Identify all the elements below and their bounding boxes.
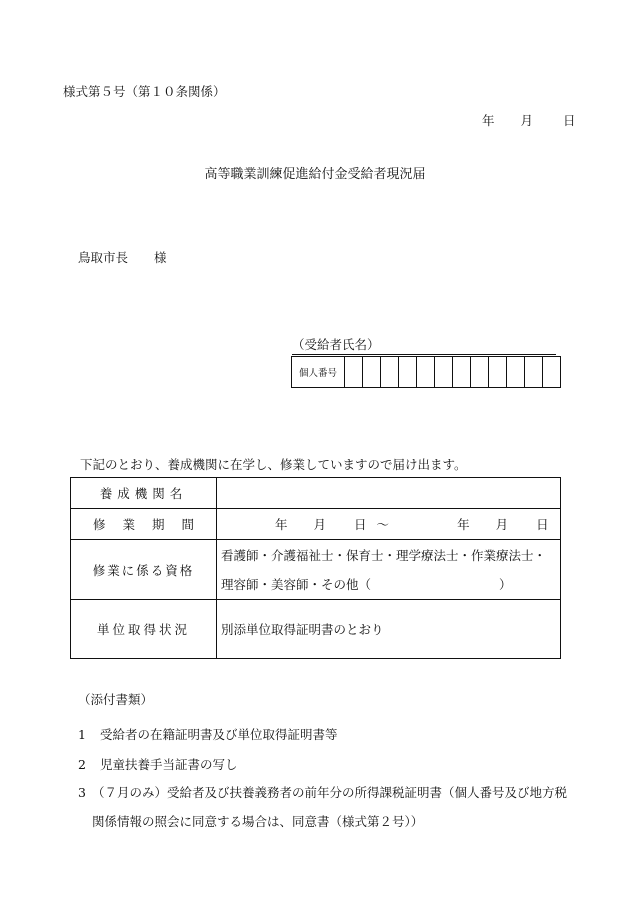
mynumber-box[interactable] (543, 357, 561, 388)
mynumber-box[interactable] (507, 357, 525, 388)
intro-text: 下記のとおり、養成機関に在学し、修業していますので届け出ます。 (80, 457, 467, 472)
period-end-day: 日 (536, 517, 549, 532)
mynumber-box[interactable] (417, 357, 435, 388)
mynumber-box[interactable] (489, 357, 507, 388)
mynumber-box[interactable] (363, 357, 381, 388)
form-number: 様式第５号（第１０条関係） (63, 84, 226, 99)
attachment-number: 3 (78, 785, 86, 800)
attachment-item (78, 755, 238, 773)
period-end-month: 月 (495, 517, 509, 532)
attachment-item (78, 725, 338, 743)
credits-label: 単位取得状況 (71, 600, 217, 659)
qualification-label: 修業に係る資格 (71, 540, 217, 600)
institution-value[interactable] (217, 478, 561, 509)
attachment-text: （７月のみ）受給者及び扶養義務者の前年分の所得課税証明書（個人番号及び地方税 (92, 785, 568, 800)
attachment-number: 2 (78, 757, 86, 772)
mynumber-box[interactable] (345, 357, 363, 388)
mynumber-box[interactable] (471, 357, 489, 388)
table-row (71, 600, 561, 659)
addressee-honorific: 様 (154, 250, 167, 265)
period-end-year: 年 (457, 517, 470, 532)
qualification-line2-b: ） (499, 576, 512, 592)
date-day-label: 日 (563, 113, 576, 128)
table-row (71, 540, 561, 600)
document-title: 高等職業訓練促進給付金受給者現況届 (204, 167, 426, 182)
mynumber-box[interactable] (381, 357, 399, 388)
recipient-name-label: （受給者氏名） (292, 337, 380, 352)
period-value[interactable] (217, 509, 561, 540)
period-start-day: 日 (354, 517, 367, 532)
recipient-name-field[interactable] (292, 335, 556, 355)
mynumber-grid (291, 356, 561, 388)
table-row (71, 509, 561, 540)
period-start-year: 年 (275, 517, 288, 532)
mynumber-box[interactable] (525, 357, 543, 388)
mynumber-box[interactable] (399, 357, 417, 388)
qualification-line2-a: 理容師・美容師・その他（ (221, 576, 372, 592)
period-separator: ～ (376, 517, 390, 532)
credits-value[interactable]: 別添単位取得証明書のとおり (217, 600, 561, 659)
mynumber-box[interactable] (453, 357, 471, 388)
attachment-item (78, 783, 567, 801)
period-start-month: 月 (313, 517, 327, 532)
date-line (482, 111, 576, 129)
attachment-text: 受給者の在籍証明書及び単位取得証明書等 (100, 727, 338, 742)
attachments-heading: （添付書類） (78, 692, 154, 707)
attachment-text: 児童扶養手当証書の写し (100, 757, 238, 772)
attachment-number: 1 (78, 727, 86, 742)
addressee (78, 248, 167, 266)
table-row (71, 478, 561, 509)
mynumber-label: 個人番号 (292, 357, 345, 388)
addressee-name: 鳥取市長 (78, 250, 129, 265)
institution-label: 養成機関名 (71, 478, 217, 509)
date-year-label: 年 (482, 113, 495, 128)
qualification-line1: 看護師・介護福祉士・保育士・理学療法士・作業療法士・ (221, 547, 547, 563)
period-label: 修業期間 (71, 509, 217, 540)
mynumber-box[interactable] (435, 357, 453, 388)
details-table (70, 477, 561, 659)
date-month-label: 月 (520, 113, 534, 128)
qualification-value[interactable] (217, 540, 561, 600)
attachment-item-continuation: 関係情報の照会に同意する場合は、同意書（様式第２号）） (92, 814, 424, 829)
